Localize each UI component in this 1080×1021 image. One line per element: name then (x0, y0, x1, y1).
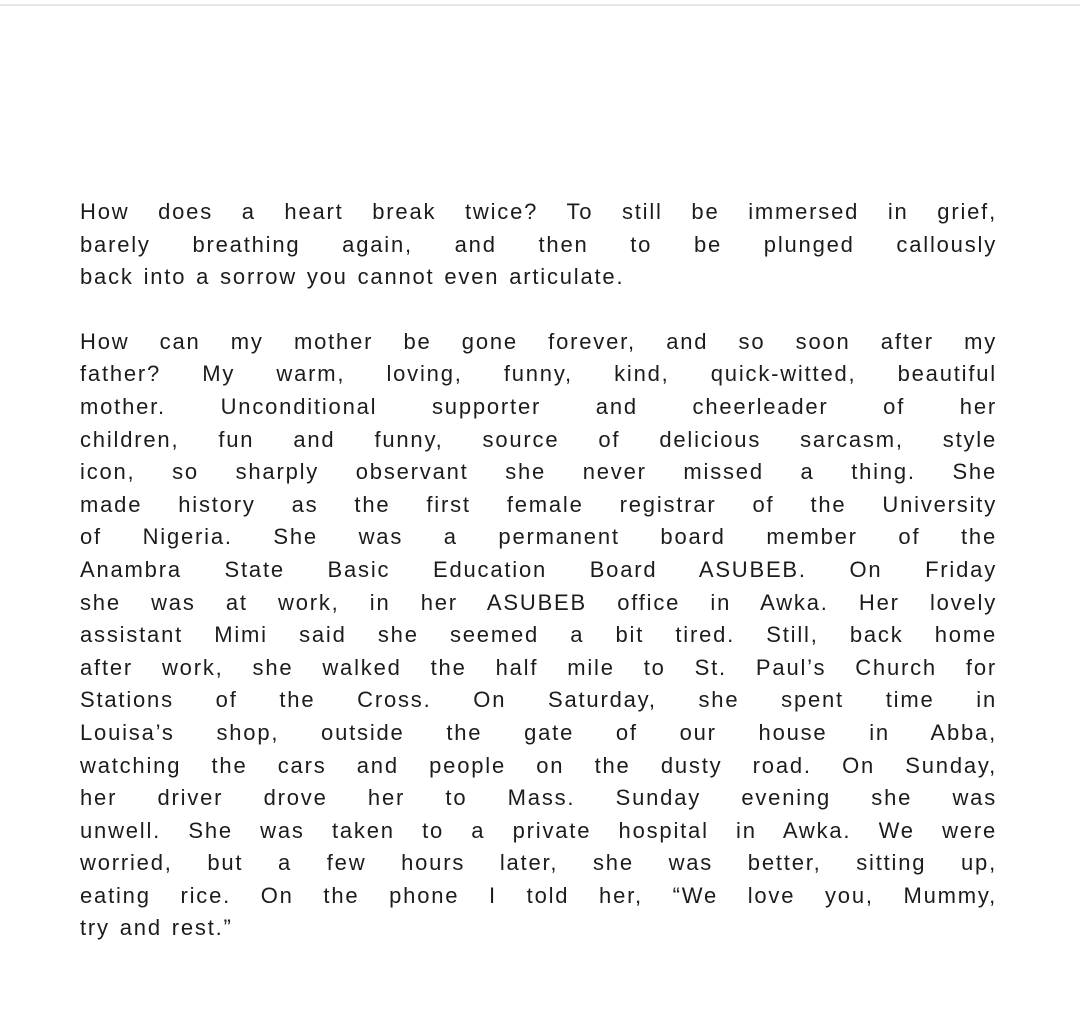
text-line: Anambra State Basic Education Board ASUBEB. On Friday (80, 556, 997, 582)
text-line: barely breathing again, and then to be plunged callously (80, 231, 997, 257)
text-line: she was at work, in her ASUBEB office in Awka. Her lovely (80, 589, 997, 615)
text-line: after work, she walked the half mile to St. Paul’s Church for (80, 654, 997, 680)
text-line: Louisa’s shop, outside the gate of our house in Abba, (80, 719, 997, 745)
text-line: her driver drove her to Mass. Sunday evening she was (80, 785, 997, 811)
text-line: worried, but a few hours later, she was better, sitting up, (80, 850, 997, 876)
text-line: children, fun and funny, source of delicious sarcasm, style (80, 426, 997, 452)
text-line: assistant Mimi said she seemed a bit tired. Still, back home (80, 622, 997, 648)
text-line: try and rest.” (80, 915, 233, 941)
text-line: mother. Unconditional supporter and cheerleader of her (80, 393, 997, 419)
text-line: made history as the first female registrar of the University (80, 491, 997, 517)
text-line: of Nigeria. She was a permanent board member of the (80, 524, 997, 550)
text-line: back into a sorrow you cannot even articulate. (80, 264, 625, 290)
document-text (80, 196, 997, 945)
text-line: How does a heart break twice? To still be immersed in grief, (80, 199, 997, 224)
top-divider (0, 4, 1080, 6)
paragraph (80, 326, 997, 945)
paragraph (80, 196, 997, 294)
text-line: watching the cars and people on the dusty road. On Sunday, (80, 752, 997, 778)
text-line: icon, so sharply observant she never missed a thing. She (80, 459, 997, 485)
text-line: father? My warm, loving, funny, kind, quick-witted, beautiful (80, 361, 997, 387)
text-line: How can my mother be gone forever, and so soon after my (80, 328, 997, 354)
text-line: eating rice. On the phone I told her, “We love you, Mummy, (80, 882, 997, 908)
text-line: Stations of the Cross. On Saturday, she spent time in (80, 687, 997, 713)
text-line: unwell. She was taken to a private hospital in Awka. We were (80, 817, 997, 843)
